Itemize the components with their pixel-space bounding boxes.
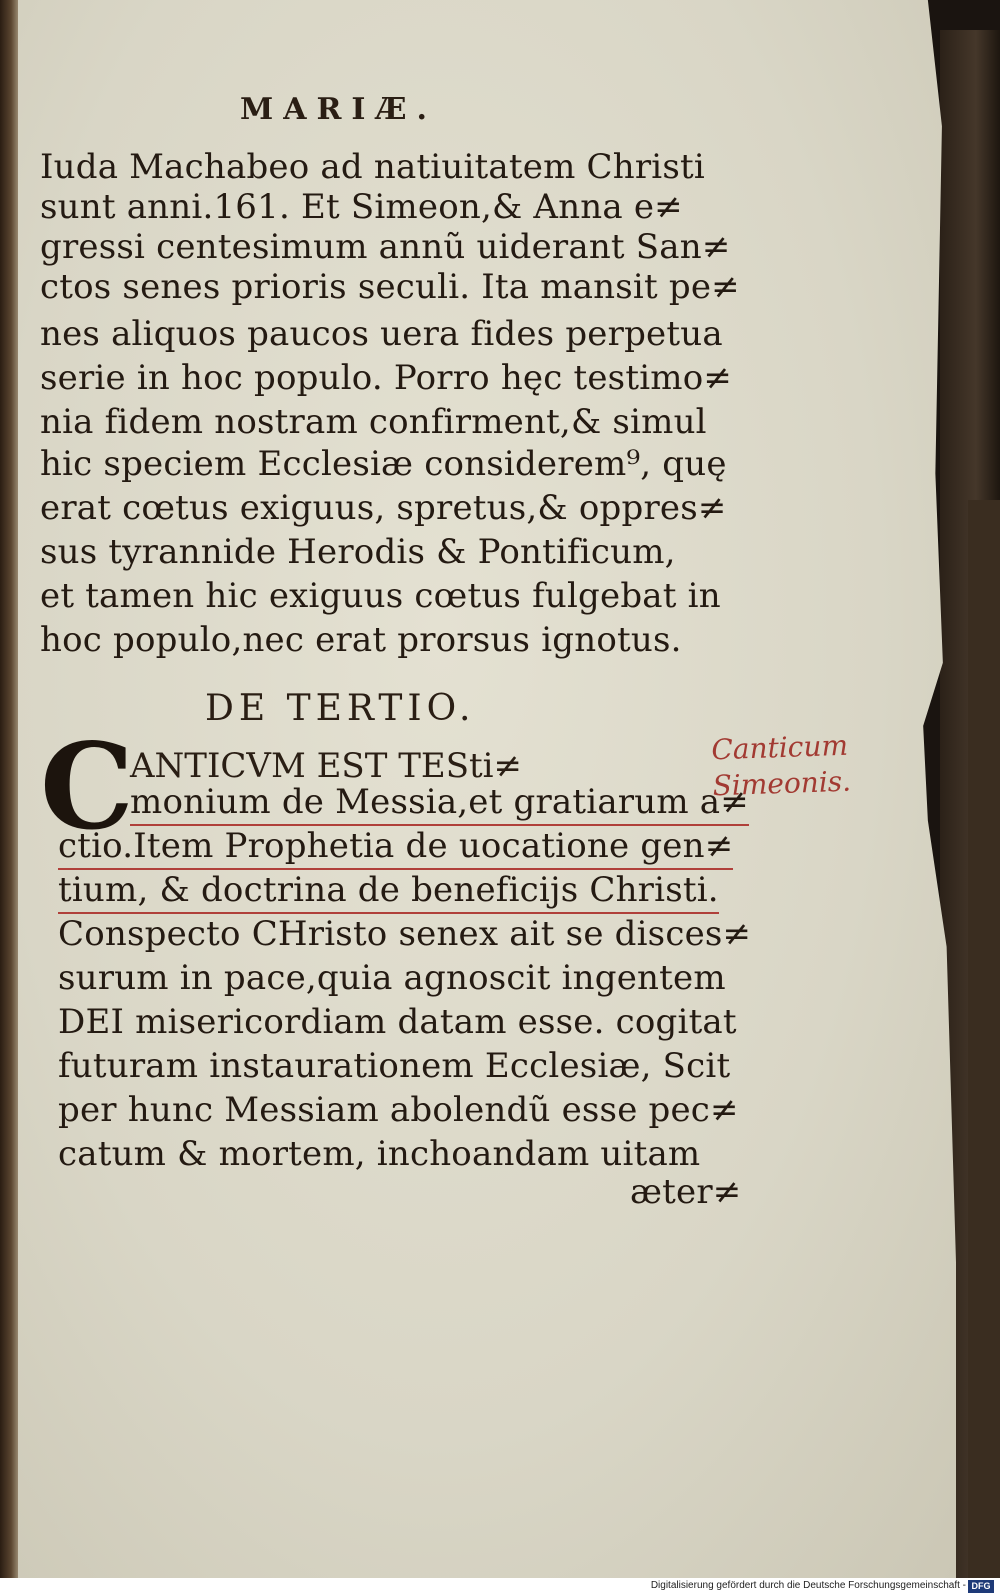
body-line: gressi centesimum annũ uiderant San≠: [40, 227, 731, 267]
body-line: et tamen hic exiguus cœtus fulgebat in: [40, 576, 721, 616]
body-line: sunt anni.161. Et Simeon,& Anna e≠: [40, 187, 683, 227]
section-line: catum & mortem, inchoandam uitam: [58, 1134, 701, 1174]
body-line: hoc populo,nec erat prorsus ignotus.: [40, 620, 682, 660]
body-line: ctos senes prioris seculi. Ita mansit pe≠: [40, 267, 740, 307]
section-title: DE TERTIO.: [205, 688, 476, 729]
underlined-text: monium de Messia,et gratiarum a≠: [130, 782, 749, 826]
handwritten-marginalia: [711, 728, 852, 805]
section-line: [58, 826, 733, 866]
running-header: MARIÆ.: [240, 92, 437, 127]
section-line: Conspecto CHristo senex ait se disces≠: [58, 914, 752, 954]
body-line: hic speciem Ecclesiæ considerem⁹, quę: [40, 444, 727, 484]
marginalia-line: Simeonis.: [712, 764, 852, 803]
underlined-text: tium, & doctrina de beneficijs Christi.: [58, 870, 719, 914]
footer-credit: Digitalisierung gefördert durch die Deutsche Forschungsgemeinschaft -: [650, 1580, 966, 1591]
section-line: [58, 870, 719, 910]
section-head-line: ANTICVM EST TESti≠: [130, 746, 523, 786]
book-spine: [0, 0, 20, 1580]
body-line: serie in hoc populo. Porro hęc testimo≠: [40, 358, 733, 398]
body-line: nia fidem nostram confirment,& simul: [40, 402, 707, 442]
section-line: DEI misericordiam datam esse. cogitat: [58, 1002, 737, 1042]
body-line: sus tyrannide Herodis & Pontificum,: [40, 532, 676, 572]
section-line: futuram instaurationem Ecclesiæ, Scit: [58, 1046, 731, 1086]
section-line: per hunc Messiam abolendũ esse pec≠: [58, 1090, 739, 1130]
page-edge-right: [968, 500, 1000, 1578]
underlined-text: ctio.Item Prophetia de uocatione gen≠: [58, 826, 733, 870]
marginalia-line: Canticum: [710, 728, 849, 767]
drop-cap: C: [40, 717, 134, 856]
body-line: Iuda Machabeo ad natiuitatem Christi: [40, 147, 705, 187]
catchword: æter≠: [630, 1172, 742, 1212]
body-line: erat cœtus exiguus, spretus,& oppres≠: [40, 488, 727, 528]
dfg-logo-icon: DFG: [968, 1580, 994, 1593]
section-line: [130, 782, 749, 822]
section-line: surum in pace,quia agnoscit ingentem: [58, 958, 726, 998]
body-line: nes aliquos paucos uera fides perpetua: [40, 314, 723, 354]
